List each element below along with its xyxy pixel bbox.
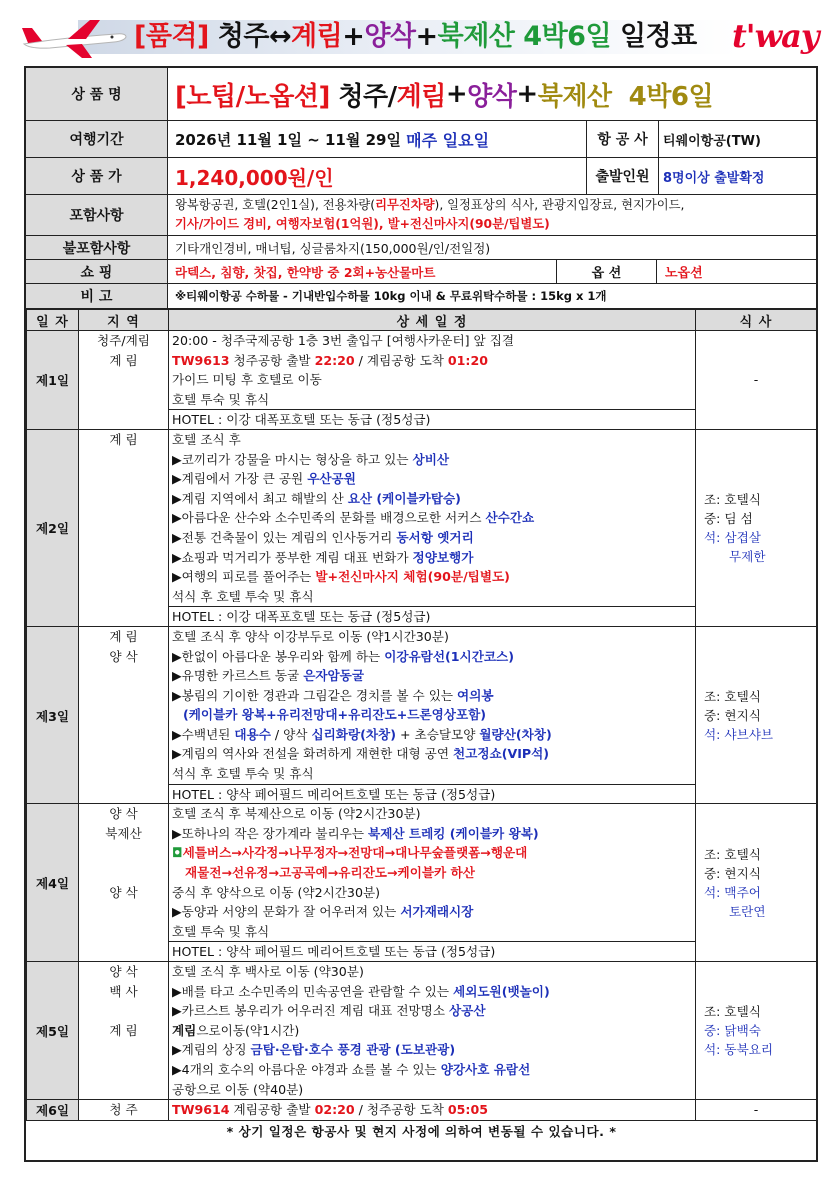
detail-line: ▶쇼핑과 먹거리가 풍부한 계림 대표 번화가 정양보행가	[172, 549, 474, 565]
location: 계 림	[109, 628, 138, 644]
day-locations	[79, 429, 169, 626]
product-name-value	[169, 68, 816, 120]
included-label: 포함사항	[26, 195, 168, 235]
product-origin: 청주/	[338, 81, 397, 112]
footer-row	[27, 1120, 817, 1143]
day-meals	[696, 331, 817, 430]
detail-line: 호텔 투숙 및 휴식	[172, 923, 270, 939]
detail-line: ▶수백년된 대용수 / 양삭 십리화랑(차창) + 초승달모양 월량산(차창)	[172, 726, 552, 742]
detail-line: ▶배를 타고 소수민족의 민속공연을 관람할 수 있는 세외도원(뱃놀이)	[172, 983, 550, 999]
day-detail	[169, 429, 696, 626]
day-locations	[79, 626, 169, 803]
itinerary-table	[26, 309, 817, 1143]
detail-line: 호텔 조식 후 양삭 이강부두로 이동 (약1시간30분)	[172, 628, 449, 644]
product-tag: [노팁/노옵션]	[175, 81, 330, 112]
product-dest2: 양삭	[467, 81, 517, 112]
banner-duration: 4박6일	[523, 21, 612, 52]
banner-suffix: 일정표	[619, 21, 697, 52]
location: 백 사	[109, 983, 138, 999]
location: 북제산	[105, 825, 142, 841]
option-label: 옵 션	[556, 260, 656, 283]
itinerary-header-row	[27, 310, 817, 331]
banner-origin: 청주	[217, 21, 269, 52]
meal-breakfast: 조: 호텔식	[704, 688, 761, 704]
detail-line: 중식 후 양삭으로 이동 (약2시간30분)	[172, 884, 381, 900]
header-detail: 상 세 일 정	[169, 310, 696, 331]
day-label: 제3일	[27, 626, 79, 803]
day-locations	[79, 331, 169, 430]
detail-line: ▶계림 지역에서 최고 해발의 산 요산 (케이블카탑승)	[172, 490, 461, 506]
flight-line: TW9614 계림공항 출발 02:20 / 청주공항 도착 05:05	[172, 1102, 488, 1118]
shopping-label: 쇼 핑	[26, 260, 168, 283]
product-name-row	[26, 68, 816, 121]
meal-lunch: 중: 현지식	[704, 865, 761, 881]
meal-lunch: 중: 닭백숙	[704, 1023, 761, 1039]
excluded-value: 기타개인경비, 매너팁, 싱글룸차지(150,000원/인/전일정)	[175, 240, 491, 256]
period-label: 여행기간	[26, 121, 168, 157]
product-dest3: 북제산	[537, 81, 612, 112]
min-people-value: 8명이상 출발확정	[658, 158, 816, 194]
trek-route-2: 재물전→선유정→고공곡예→유리잔도→케이블카 하산	[185, 865, 475, 881]
day-locations	[79, 962, 169, 1100]
location: 양 삭	[109, 884, 138, 900]
detail-line: 20:00 - 청주국제공항 1층 3번 출입구 [여행사카운터] 앞 집결	[172, 333, 515, 348]
note-label: 비 고	[26, 284, 168, 308]
day-label: 제4일	[27, 804, 79, 962]
meal-dinner: 석: 동북요리	[704, 1042, 774, 1058]
period-value	[169, 121, 586, 157]
day-row	[27, 331, 817, 430]
flight-line: TW9613 청주공항 출발 22:20 / 계림공항 도착 01:20	[172, 352, 488, 368]
price-row	[26, 158, 816, 195]
meal-breakfast: 조: 호텔식	[704, 491, 761, 507]
meal: -	[753, 372, 759, 388]
meal: -	[753, 1102, 759, 1118]
day-row	[27, 804, 817, 962]
location: 청주/계림	[97, 333, 150, 348]
day-meals	[696, 429, 817, 626]
detail-line: ▶또하나의 작은 장가계라 불리우는 북제산 트레킹 (케이블카 왕복)	[172, 825, 539, 841]
included-line2: 기사/가이드 경비, 여행자보험(1억원), 발+전신마사지(90분/팁별도)	[175, 217, 550, 231]
detail-line: ▶계림의 역사와 전설을 화려하게 재현한 대형 공연 천고정쇼(VIP석)	[172, 746, 550, 762]
meal-breakfast: 조: 호텔식	[704, 1004, 761, 1020]
detail-line: ▶한없이 아름다운 봉우리와 함께 하는 이강유람선(1시간코스)	[172, 648, 514, 664]
meal-lunch: 중: 현지식	[704, 707, 761, 723]
detail-line: 호텔 조식 후 백사로 이동 (약30분)	[172, 964, 364, 979]
footer-note: * 상기 일정은 항공사 및 현지 사정에 의하여 변동될 수 있습니다. *	[27, 1120, 817, 1143]
day-detail	[169, 804, 696, 962]
location: 청 주	[109, 1102, 138, 1118]
excluded-label: 불포함사항	[26, 236, 168, 259]
included-limousine: 리무진차량	[375, 198, 435, 212]
shopping-row	[26, 260, 816, 284]
airline-label: 항 공 사	[586, 121, 658, 157]
hotel-line: HOTEL : 이강 대폭포호텔 또는 동급 (정5성급)	[169, 409, 695, 429]
meal-dinner: 석: 샤브샤브	[704, 726, 774, 742]
tway-logo: t'way	[732, 17, 819, 55]
header-region: 지 역	[79, 310, 169, 331]
location: 양 삭	[109, 806, 138, 822]
day-row	[27, 626, 817, 803]
note-row	[26, 284, 816, 309]
period-row	[26, 121, 816, 158]
title-banner	[18, 14, 818, 58]
detail-line: ▶유명한 카르스트 동굴 은자암동굴	[172, 668, 365, 684]
itinerary-sheet	[24, 66, 818, 1162]
banner-dest1: 계림	[291, 21, 343, 52]
day-row	[27, 429, 817, 626]
header-meal: 식 사	[696, 310, 817, 331]
period-note: 매주 일요일	[406, 130, 490, 150]
arrow-box-icon: ◘	[172, 845, 183, 861]
detail-line: ▶계림의 상징 금탑·은탑·호수 풍경 관광 (도보관광)	[172, 1042, 456, 1058]
day-label: 제1일	[27, 331, 79, 430]
day-locations	[79, 1100, 169, 1121]
detail-line: ▶여행의 피로를 풀어주는 발+전신마사지 체험(90분/팁별도)	[172, 569, 510, 585]
banner-title	[134, 20, 697, 54]
day-label: 제2일	[27, 429, 79, 626]
day-meals	[696, 804, 817, 962]
price-label: 상 품 가	[26, 158, 168, 194]
banner-plus1: +	[342, 21, 365, 52]
meal-dinner-cont: 토란연	[729, 903, 766, 919]
hotel-line: HOTEL : 이강 대폭포호텔 또는 동급 (정5성급)	[169, 606, 695, 626]
detail-line: ▶봉림의 기이한 경관과 그림같은 경치를 볼 수 있는 여의봉	[172, 687, 494, 703]
detail-line: 호텔 조식 후	[172, 431, 241, 447]
location: 양 삭	[109, 964, 138, 979]
meal-dinner: 석: 삼겹살	[704, 529, 761, 545]
location: 계 림	[109, 431, 138, 447]
day-meals	[696, 962, 817, 1100]
day-detail	[169, 626, 696, 803]
location: 계 림	[109, 1022, 138, 1038]
meal-lunch: 중: 딤 섬	[704, 510, 753, 526]
day-label: 제6일	[27, 1100, 79, 1121]
detail-line: ▶계림에서 가장 큰 공원 우산공원	[172, 471, 356, 487]
detail-line: ▶4개의 호수의 아름다운 야경과 쇼를 볼 수 있는 양강사호 유람선	[172, 1061, 531, 1077]
included-value	[169, 195, 816, 235]
banner-dest2: 양삭	[364, 21, 416, 52]
header-day: 일 자	[27, 310, 79, 331]
period-dates: 2026년 11월 1일 ~ 11월 29일	[175, 130, 401, 149]
airplane-icon	[20, 14, 130, 60]
included-line1a: 왕복항공권, 호텔(2인1실), 전용차량(	[175, 198, 376, 212]
included-line1b: ), 일정표상의 식사, 관광지입장료, 현지가이드,	[434, 198, 685, 212]
shopping-value: 라텍스, 침향, 찻집, 한약방 중 2회+농산물마트	[175, 264, 436, 280]
detail-line: 가이드 미팅 후 호텔로 이동	[172, 372, 322, 388]
banner-plus2: +	[415, 21, 438, 52]
hotel-line: HOTEL : 양삭 페어필드 메리어트호텔 또는 동급 (정5성급)	[169, 941, 695, 961]
detail-line: (케이블카 왕복+유리전망대+유리잔도+드론영상포함)	[183, 707, 487, 723]
banner-tag: [품격]	[134, 21, 209, 52]
day-detail	[169, 962, 696, 1100]
product-duration: 4박6일	[628, 81, 714, 112]
detail-line: 호텔 투숙 및 휴식	[172, 391, 270, 407]
day-detail	[169, 1100, 696, 1121]
meal-dinner-cont: 무제한	[729, 548, 766, 564]
day-detail	[169, 331, 696, 430]
detail-line: 석식 후 호텔 투숙 및 휴식	[172, 766, 314, 782]
excluded-row	[26, 236, 816, 260]
day-meals	[696, 626, 817, 803]
detail-line: 호텔 조식 후 북제산으로 이동 (약2시간30분)	[172, 806, 421, 822]
detail-line: 공항으로 이동 (약40분)	[172, 1081, 304, 1097]
product-dest1: 계림	[396, 81, 446, 112]
day-row	[27, 962, 817, 1100]
trek-route-1: 세틀버스→사각정→나무정자→전망대→대나무숲플랫폼→행운대	[182, 845, 528, 861]
product-plus2: +	[516, 79, 538, 109]
meal-breakfast: 조: 호텔식	[704, 846, 761, 862]
hotel-line: HOTEL : 양삭 페어필드 메리어트호텔 또는 동급 (정5성급)	[169, 784, 695, 804]
banner-arrow: ↔	[268, 21, 292, 52]
day-locations	[79, 804, 169, 962]
detail-line: 계림으로이동(약1시간)	[172, 1022, 300, 1038]
detail-line: ▶동양과 서양의 문화가 잘 어우러져 있는 서가재래시장	[172, 904, 474, 920]
detail-line: ▶카르스트 봉우리가 어우러진 계림 대표 전망명소 상공산	[172, 1003, 486, 1019]
note-value: ※티웨이항공 수하물 - 기내반입수하물 10kg 이내 & 무료위탁수하물 : 15kg x 1개	[175, 289, 607, 303]
detail-line: ▶코끼리가 강물을 마시는 형상을 하고 있는 상비산	[172, 451, 450, 467]
location: 양 삭	[109, 648, 138, 664]
detail-line	[169, 843, 695, 863]
day-meals	[696, 1100, 817, 1121]
product-plus1: +	[445, 79, 468, 109]
option-value: 노옵션	[656, 260, 816, 283]
detail-line: 석식 후 호텔 투숙 및 휴식	[172, 588, 314, 604]
min-people-label: 출발인원	[586, 158, 658, 194]
banner-dest3: 북제산	[437, 21, 515, 52]
product-name-label: 상 품 명	[26, 68, 168, 120]
included-row	[26, 195, 816, 236]
day-label: 제5일	[27, 962, 79, 1100]
detail-line: ▶전통 건축물이 있는 계림의 인사동거리 동서항 옛거리	[172, 529, 474, 545]
location: 계 림	[109, 352, 138, 368]
day-row	[27, 1100, 817, 1121]
price-value: 1,240,000원/인	[175, 165, 334, 190]
detail-line: ▶아름다운 산수와 소수민족의 문화를 배경으로한 서커스 산수간쇼	[172, 510, 535, 526]
airline-value: 티웨이항공(TW)	[658, 121, 816, 157]
meal-dinner: 석: 맥주어	[704, 884, 761, 900]
